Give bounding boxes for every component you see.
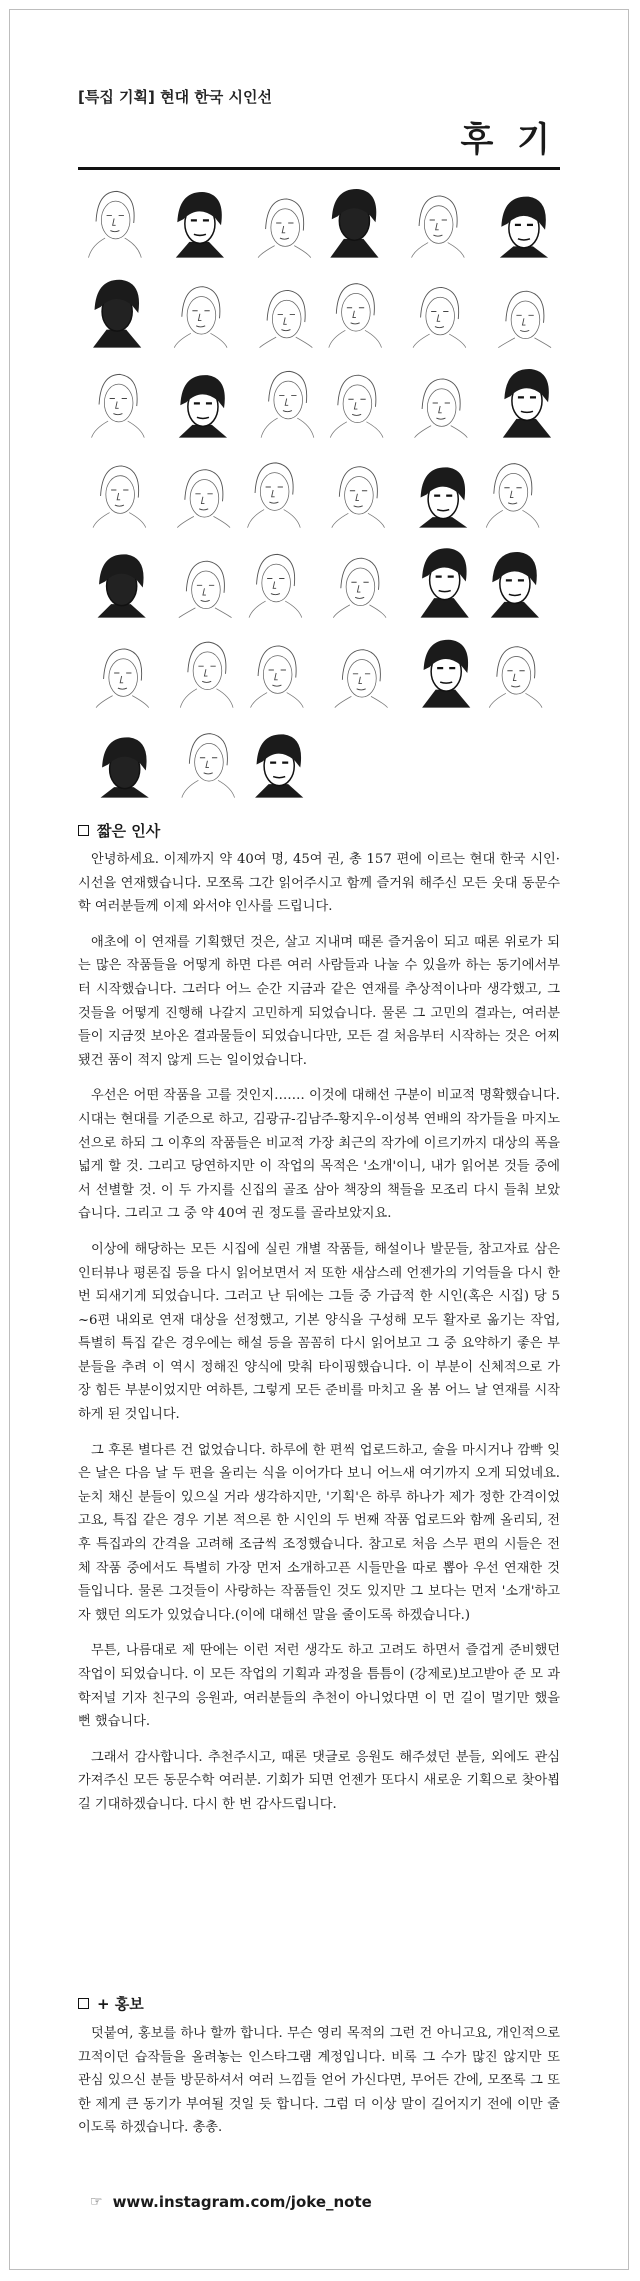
portrait-image bbox=[84, 355, 159, 445]
portrait-image bbox=[84, 715, 159, 805]
section-heading-greeting bbox=[78, 820, 160, 841]
title-rule bbox=[78, 167, 560, 170]
portrait-image bbox=[481, 445, 556, 535]
portrait-image bbox=[322, 175, 397, 265]
series-label: [특집 기획] 현대 한국 시인선 bbox=[78, 88, 272, 106]
section-title: 짧은 인사 bbox=[97, 822, 161, 840]
paragraph: 안녕하세요. 이제까지 약 40여 명, 45여 권, 총 157 편에 이르는 현대 한국 시인·시선을 연재했습니다. 모쪼록 그간 읽어주시고 함께 즐거워 해주신 모든 웃대 동문수학 여러분들께 이제 와서야 인사를 드립니다. bbox=[78, 852, 560, 915]
instagram-link-row[interactable] bbox=[90, 2193, 372, 2211]
paragraph: 우선은 어떤 작품을 고를 것인지……. 이것에 대해선 구분이 비교적 명확했습니다. 시대는 현대를 기준으로 하고, 김광규-김남주-황지우-이성복 연배의 작가들을 마지노선으로 하되 그 이후의 작품들은 비교적 가장 최근의 작가에 이르기까지 대상의 폭을 넓게 할 것. 그리고 당연하지만 이 작업의 목적은 '소개'이니, 내가 읽어본 것들 중에서 선별할 것. 이 두 가지를 신집의 골조 삼아 책장의 책들을 모조리 다시 들춰 보았습니다. 그리고 그 중 약 40여 권 정도를 골라보았지요. bbox=[78, 1088, 560, 1222]
portrait-image bbox=[84, 445, 159, 535]
portrait-collage bbox=[84, 175, 556, 807]
portrait-image bbox=[401, 265, 476, 355]
portrait-image bbox=[84, 535, 159, 625]
portrait-image bbox=[163, 265, 238, 355]
paragraph: 덧붙여, 홍보를 하나 할까 합니다. 무슨 영리 목적의 그런 건 아니고요, 개인적으로 끄적이던 습작들을 올려놓는 인스타그램 계정입니다. 비록 그 수가 많진 않지만 또 관심 있으신 분들 방문하셔서 여러 느낌들 얻어 가신다면, 무어든 간에, 모쪼록 그 또한 제게 큰 동기가 부여될 것일 듯 합니다. 그럼 더 이상 말이 길어지기 전에 이만 줄이도록 하겠습니다. 총총. bbox=[78, 2026, 560, 2136]
section-heading-promo bbox=[78, 1993, 144, 2014]
section-title: + 홍보 bbox=[97, 1995, 144, 2013]
portrait-image bbox=[84, 265, 159, 355]
portrait-image bbox=[243, 445, 318, 535]
portrait-image bbox=[163, 715, 238, 805]
square-bullet-icon bbox=[78, 1998, 89, 2009]
portrait-image bbox=[401, 445, 476, 535]
portrait-image bbox=[243, 715, 318, 805]
paragraph: 그래서 감사합니다. 추천주시고, 때론 댓글로 응원도 해주셨던 분들, 외에도 관심 가져주신 모든 동문수학 여러분. 기회가 되면 언젠가 또다시 새로운 기획으로 찾아뵙길 기대하겠습니다. 다시 한 번 감사드립니다. bbox=[78, 1749, 560, 1812]
portrait-image bbox=[84, 625, 159, 715]
promo-body bbox=[78, 2022, 560, 2152]
portrait-image bbox=[481, 265, 556, 355]
square-bullet-icon bbox=[78, 825, 89, 836]
portrait-image bbox=[163, 175, 238, 265]
paragraph: 애초에 이 연재를 기획했던 것은, 살고 지내며 때론 즐거움이 되고 때론 위로가 되는 많은 작품들을 어떻게 하면 다른 여러 사람들과 나눌 수 있을까 하는 동기에서부터 시작했습니다. 그러다 어느 순간 지금과 같은 연재를 추상적이나마 생각했고, 그것들을 어떻게 진행해 나갈지 고민하게 되었습니다. 물론 그 고민의 결과는, 여러분들이 지금껏 보아온 결과물들이 되었습니다만, 모든 걸 처음부터 시작하는 것은 어찌됐건 품이 적지 않게 드는 일이었습니다. bbox=[78, 934, 560, 1068]
portrait-image bbox=[243, 535, 318, 625]
portrait-image bbox=[322, 355, 397, 445]
portrait-image bbox=[322, 265, 397, 355]
portrait-image bbox=[84, 175, 159, 265]
portrait-image bbox=[243, 265, 318, 355]
portrait-image bbox=[322, 445, 397, 535]
portrait-image bbox=[322, 625, 397, 715]
paragraph: 그 후론 별다른 건 없었습니다. 하루에 한 편씩 업로드하고, 술을 마시거나 깜빡 잊은 날은 다음 날 두 편을 올리는 식을 이어가다 보니 어느새 여기까지 오게 되었네요. 눈치 채신 분들이 있으실 거라 생각하지만, '기획'은 하루 하나가 제가 정한 간격이었고요, 특집 같은 경우 기본 적으론 한 시인의 두 번째 작품 업로드와 함께 올리되, 전후 특집과의 간격을 고려해 조금씩 조정했습니다. 참고로 처음 스무 편의 시들은 전체 작품 중에서도 특별히 가장 먼저 소개하고픈 시들만을 따로 뽑아 우선 연재한 것들입니다. 물론 그것들이 사랑하는 작품들인 것도 있지만 그 보다는 먼저 '소개'하고자 했던 의도가 있었습니다.(이에 대해선 말을 줄이도록 하겠습니다.) bbox=[78, 1442, 560, 1623]
portrait-image bbox=[243, 625, 318, 715]
portrait-image bbox=[401, 535, 476, 625]
portrait-image bbox=[481, 355, 556, 445]
portrait-image bbox=[163, 355, 238, 445]
portrait-image bbox=[163, 625, 238, 715]
portrait-image bbox=[401, 175, 476, 265]
portrait-image bbox=[401, 625, 476, 715]
portrait-image bbox=[322, 535, 397, 625]
portrait-image bbox=[243, 355, 318, 445]
portrait-image bbox=[481, 175, 556, 265]
paragraph: 무튼, 나름대로 제 딴에는 이런 저런 생각도 하고 고려도 하면서 즐겁게 준비했던 작업이 되었습니다. 이 모든 작업의 기획과 과정을 틈틈이 (강제로)보고받아 준 모 과학저널 기자 친구의 응원과, 여러분들의 추천이 아니었다면 이 먼 길이 멀기만 했을 뻔 했습니다. bbox=[78, 1643, 560, 1730]
instagram-url[interactable]: www.instagram.com/joke_note bbox=[112, 2193, 372, 2211]
portrait-image bbox=[163, 535, 238, 625]
portrait-image bbox=[243, 175, 318, 265]
portrait-image bbox=[481, 535, 556, 625]
portrait-image bbox=[401, 355, 476, 445]
paragraph: 이상에 해당하는 모든 시집에 실린 개별 작품들, 해설이나 발문들, 참고자료 삼은 인터뷰나 평론집 등을 다시 읽어보면서 저 또한 새삼스레 언젠가의 기억들을 다시 한 번 되새기게 되었습니다. 그러고 난 뒤에는 그들 중 가급적 한 시인(혹은 시집) 당 5~6편 내외로 연재 대상을 선정했고, 기본 양식을 구성해 모두 활자로 옮기는 작업, 특별히 특집 같은 경우에는 해설 등을 꼼꼼히 다시 읽어보고 그 중 요약하기 좋은 부분들을 추려 이 역시 정해진 양식에 맞춰 타이핑했습니다. 이 부분이 신체적으로 가장 힘든 부분이었지만 여하튼, 그렇게 모든 준비를 마치고 올 봄 어느 날 연재를 시작하게 된 것입니다. bbox=[78, 1241, 560, 1423]
portrait-image bbox=[481, 625, 556, 715]
page-title: 후 기 bbox=[460, 120, 556, 160]
pointing-hand-icon: ☞ bbox=[90, 2194, 103, 2210]
portrait-image bbox=[163, 445, 238, 535]
greeting-body bbox=[78, 848, 560, 1829]
